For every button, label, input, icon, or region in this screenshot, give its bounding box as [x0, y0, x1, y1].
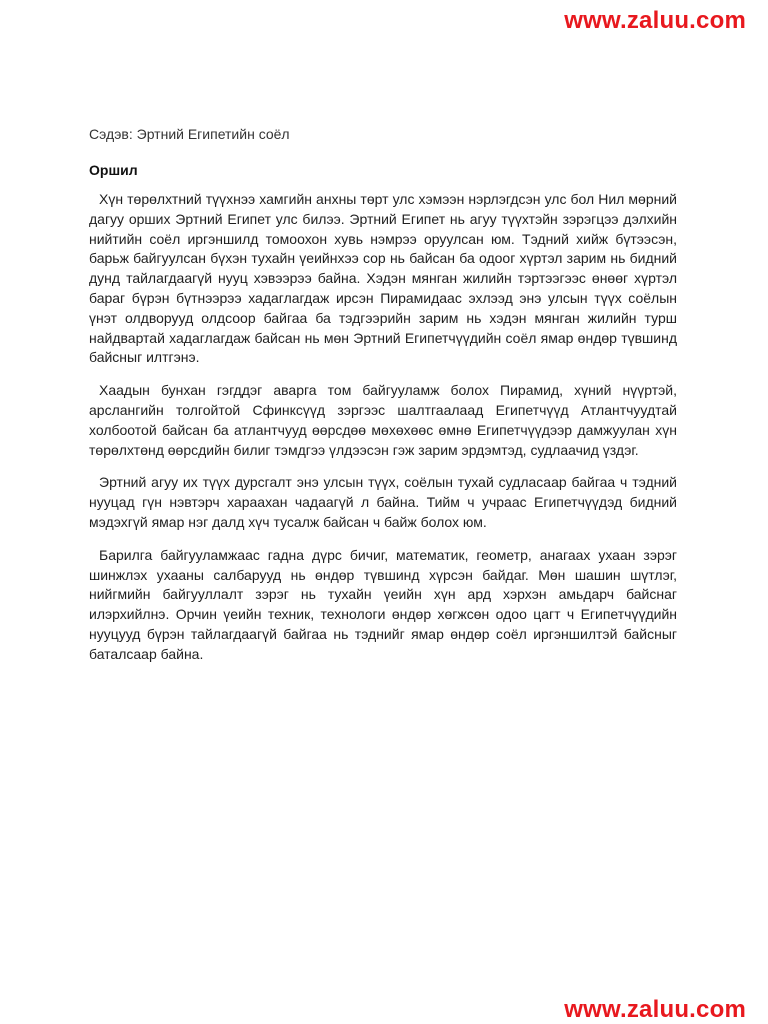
document-subject: Сэдэв: Эртний Египетийн соёл: [89, 126, 290, 142]
document-page: [89, 124, 677, 678]
section-heading: Оршил: [89, 162, 138, 178]
paragraph: Хүн төрөлхтний түүхнээ хамгийн анхны төрт улс хэмээн нэрлэгдсэн улс бол Нил мөрний дагуу орших Эртний Египет улс билээ. Эртний Египет нь агуу түүхтэйн зэрэгцээ дэлхийн нийтийн соёл иргэншилд томоохон хувь нэмрээ оруулсан юм. Тэдний хийж бүтээсэн, барьж байгуулсан бүхэн тухайн үеийнхээ сор нь байсан ба одоог хүртэл зарим нь бидний дунд тайлагдаагүй нууц хэвээрээ байна. Хэдэн мянган жилийн тэртээгээс өнөөг хүртэл бараг бүрэн бүтнээрээ хадаглагдаж ирсэн Пирамидаас эхлээд энэ улсын түүх соёлын үнэт олдворууд олдсоор байгаа ба тэдгээрийн зарим нь хэдэн мянган жилийн турш найдвартай хадаглагдаж байсан нь мөн Эртний Египетчүүдийн соёл ямар өндөр түвшинд байсныг илтгэнэ.: [89, 191, 677, 366]
paragraph: Эртний агуу их түүх дурсгалт энэ улсын түүх, соёлын тухай судласаар байгаа ч тэдний нууцад гүн нэвтэрч хараахан чадаагүй л байна. Тийм ч учраас Египетчүүдэд бидний мэдэхгүй ямар нэг далд хүч тусалж байсан ч байж болох юм.: [89, 474, 677, 530]
watermark-bottom: www.zaluu.com: [564, 996, 746, 1023]
paragraph: Барилга байгууламжаас гадна дүрс бичиг, математик, геометр, анагаах ухаан зэрэг шинжлэх ухааны салбарууд нь өндөр түвшинд хүрсэн байдаг. Мөн шашин шүтлэг, нийгмийн байгууллалт зэрэг нь тухайн үеийн хүн ард хэрхэн амьдарч байснаг илэрхийлнэ. Орчин үеийн техник, технологи өндөр хөгжсөн одоо цагт ч Египетчүүдийн нууцууд бүрэн тайлагдаагүй байгаа нь тэднийг ямар өндөр соёл иргэншилтэй байсныг баталсаар байна.: [89, 546, 677, 662]
paragraph: Хаадын бунхан гэгддэг аварга том байгууламж болох Пирамид, хүний нүүртэй, арслангийн толгойтой Сфинксүүд зэргээс шалтгаалаад Египетчүүд Атлантчуудтай холбоотой байсан ба атлантчууд өөрсдөө мөхөхөөс өмнө Египетчүүдээр дамжуулан хүн төрөлхтөнд өөрсдийн билиг тэмдгээ үлдээсэн гэж зарим эрдэмтэд, судлаачид үздэг.: [89, 382, 677, 458]
watermark-top: www.zaluu.com: [564, 7, 746, 34]
